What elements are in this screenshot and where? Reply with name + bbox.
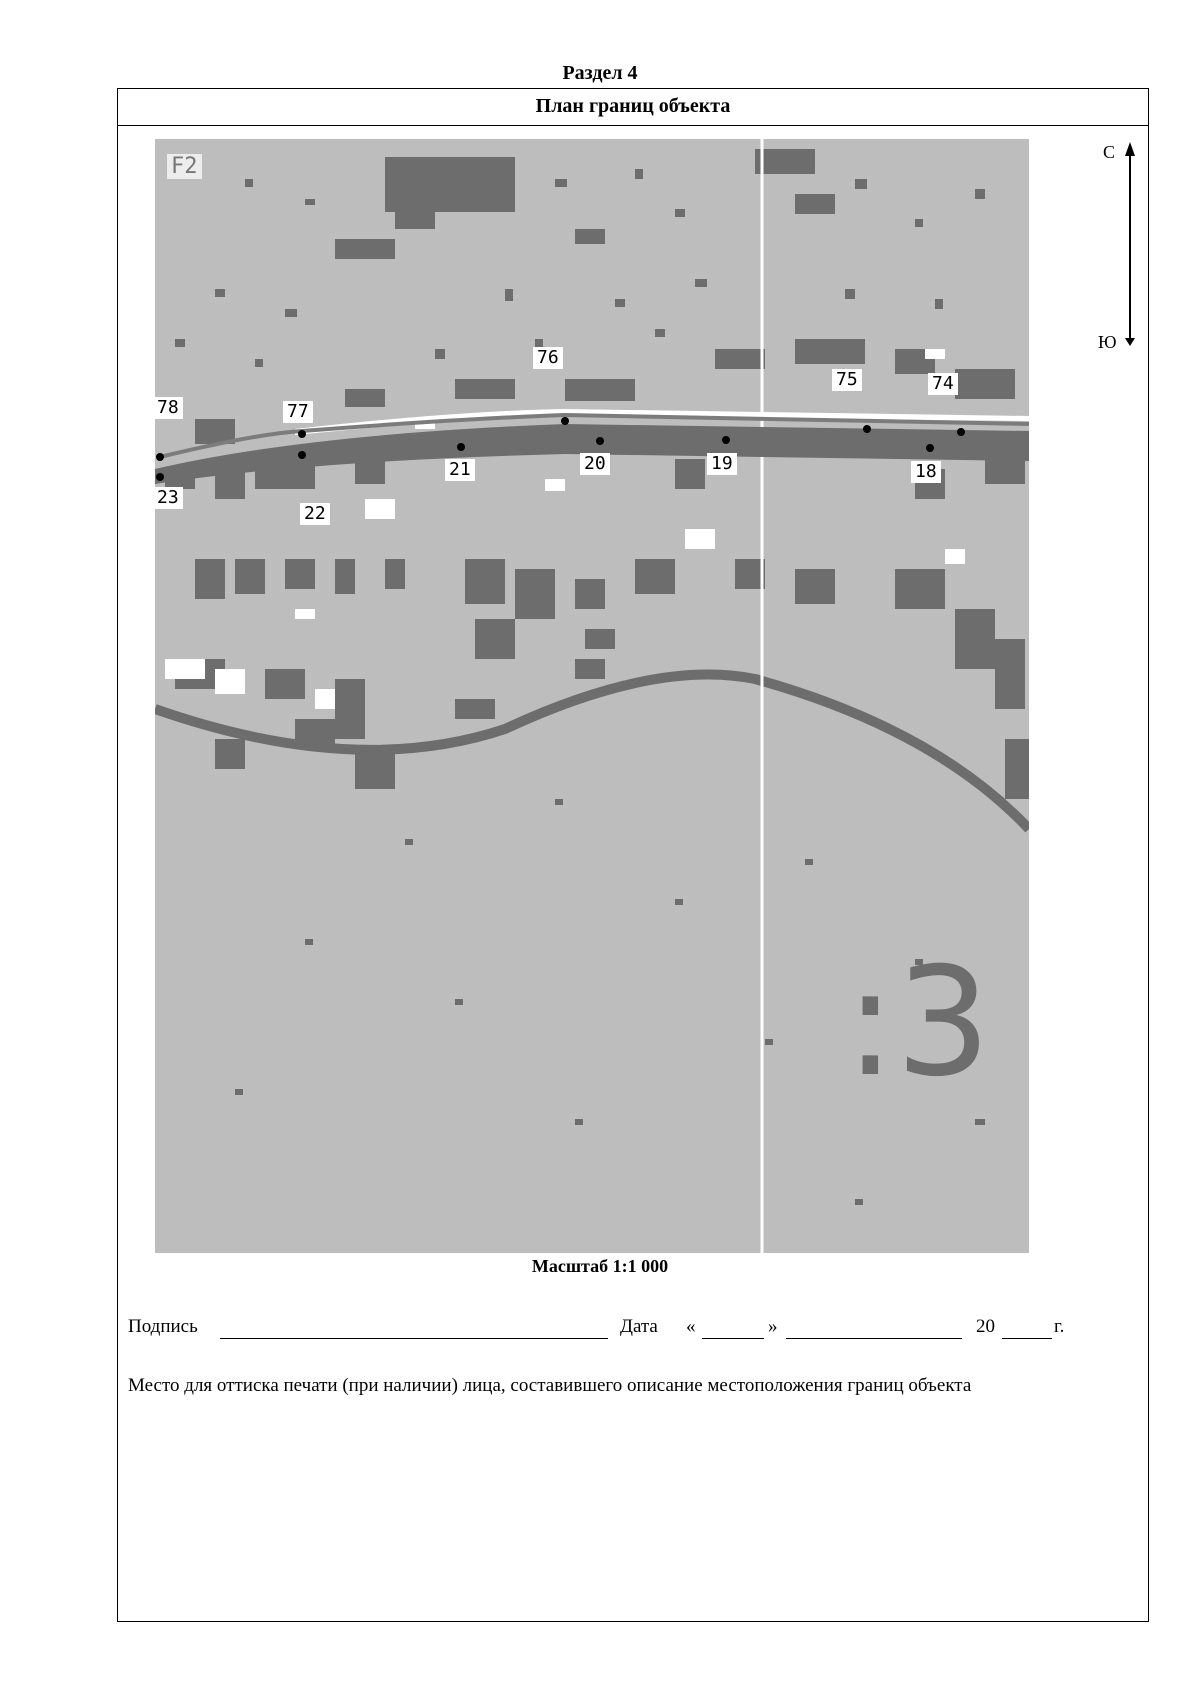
date-quote-close: » <box>768 1316 778 1337</box>
pt-76-label: 76 <box>533 347 563 369</box>
pt-76-marker <box>561 417 569 425</box>
date-quote-open: « <box>686 1316 696 1337</box>
date-year-suffix: г. <box>1054 1316 1065 1337</box>
compass-north-label: С <box>1103 142 1116 162</box>
signature-label: Подпись <box>128 1316 198 1337</box>
section-title: Раздел 4 <box>562 62 638 84</box>
pt-74-label: 74 <box>928 373 958 395</box>
pt-78-marker <box>156 453 164 461</box>
pt-75-label: 75 <box>832 369 862 391</box>
date-year-line[interactable] <box>1002 1338 1052 1339</box>
pt-77-label: 77 <box>283 401 313 423</box>
pt-78-label: 78 <box>155 397 183 419</box>
pt-77-marker <box>298 430 306 438</box>
signature-row <box>128 1316 1128 1346</box>
date-month-line[interactable] <box>786 1338 962 1339</box>
table-header: План границ объекта <box>118 89 1148 126</box>
date-day-line[interactable] <box>702 1338 764 1339</box>
stamp-place-text: Место для оттиска печати (при наличии) лица, составившего описание местоположения границ объекта <box>128 1375 972 1396</box>
pt-23-label: 23 <box>155 487 183 509</box>
parcel-number-text: :3 <box>845 936 991 1110</box>
pt-23-marker <box>156 473 164 481</box>
cadastral-map <box>155 139 1029 1253</box>
pt-20-label: 20 <box>580 453 610 475</box>
pt-21-marker <box>457 443 465 451</box>
date-year-prefix: 20 <box>976 1316 995 1337</box>
pt-18-label: 18 <box>911 461 941 483</box>
sheet-label: F2 <box>167 154 202 179</box>
pt-74-marker <box>957 428 965 436</box>
pt-19-label: 19 <box>707 453 737 475</box>
pt-21-label: 21 <box>445 459 475 481</box>
pt-22-label: 22 <box>300 503 330 525</box>
map-graphic <box>155 139 1029 1253</box>
map-scale: Масштаб 1:1 000 <box>531 1256 669 1276</box>
signature-line[interactable] <box>220 1338 608 1339</box>
pt-22-marker <box>298 451 306 459</box>
pt-18-marker <box>926 444 934 452</box>
compass-south-label: Ю <box>1098 332 1117 352</box>
compass-arrow-icon <box>1100 142 1140 352</box>
pt-20-marker <box>596 437 604 445</box>
date-label: Дата <box>620 1316 658 1337</box>
pt-19-marker <box>722 436 730 444</box>
pt-75-marker <box>863 425 871 433</box>
